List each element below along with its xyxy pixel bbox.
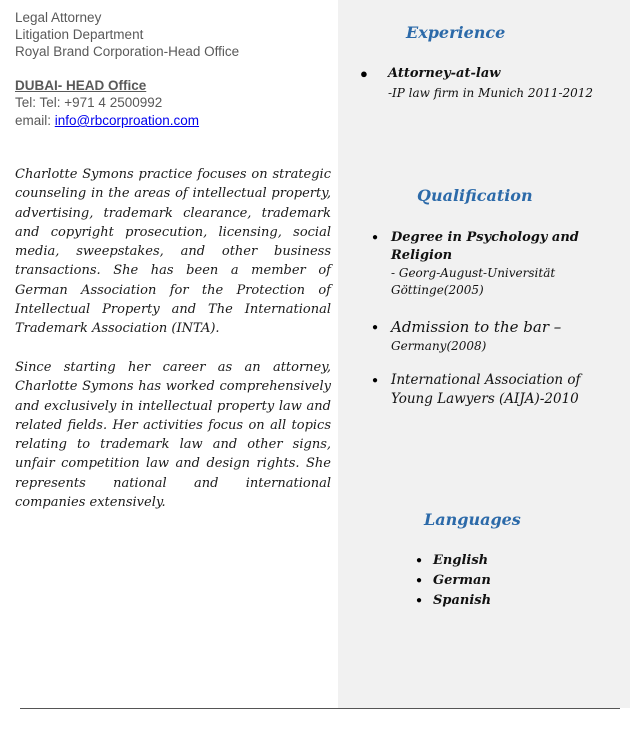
telephone-line: Tel: Tel: +971 4 2500992 xyxy=(15,95,163,110)
language-item: English xyxy=(433,553,489,568)
footer-divider xyxy=(20,708,620,709)
header-company-line: Royal Brand Corporation-Head Office xyxy=(15,44,240,59)
experience-detail: -IP law firm in Munich 2011-2012 xyxy=(388,86,594,100)
header-department-line: Litigation Department xyxy=(15,27,144,42)
qualification-bar-line1: Admission to the bar – xyxy=(391,318,562,336)
language-item: German xyxy=(433,573,491,588)
qualification-degree-line2: Religion xyxy=(391,248,453,263)
language-item: Spanish xyxy=(433,593,492,608)
qualification-degree-line4: Göttinge(2005) xyxy=(391,283,484,297)
office-title: DUBAI- HEAD Office xyxy=(15,78,147,93)
qualification-aija-line1: International Association of xyxy=(391,372,581,388)
qualification-degree-line1: Degree in Psychology and xyxy=(391,230,579,245)
experience-title: Attorney-at-law xyxy=(388,66,501,81)
bio-paragraph: Since starting her career as an attorney, Charlotte Symons has worked comprehensively and exclusively in intellectual property law and related fields. Her activities focus on all topics relating to trademark law and other signs, unfair competition law and design rights. She represents national and international companies extensively. xyxy=(15,360,331,511)
right-column xyxy=(338,0,630,708)
bullet-icon: ● xyxy=(416,555,423,566)
qualification-heading: Qualification xyxy=(417,186,533,205)
header-title-line: Legal Attorney xyxy=(15,10,102,25)
experience-heading: Experience xyxy=(406,23,506,42)
bullet-icon: ● xyxy=(360,66,368,81)
bullet-icon: ● xyxy=(416,575,423,586)
bullet-icon: ● xyxy=(372,322,379,333)
qualification-aija-line2: Young Lawyers (AIJA)-2010 xyxy=(391,391,579,407)
email-link[interactable]: info@rbcorproation.com xyxy=(54,113,200,128)
bullet-icon: ● xyxy=(416,595,423,606)
email-line xyxy=(15,113,199,128)
qualification-degree-line3: - Georg-August-Universität xyxy=(391,266,556,280)
languages-heading: Languages xyxy=(424,510,521,529)
bullet-icon: ● xyxy=(372,232,379,243)
email-label: email: xyxy=(15,113,55,128)
qualification-bar-line2: Germany(2008) xyxy=(391,339,487,353)
bullet-icon: ● xyxy=(372,375,379,386)
bio-paragraph: Charlotte Symons practice focuses on strategic counseling in the areas of intellectual property, advertising, trademark clearance, trademark and copyright prosecution, licensing, social media, sweepstakes, and other business transactions. She has been a member of German Association for the Protection of Intellectual Property and The International Trademark Association (INTA). xyxy=(15,167,331,337)
